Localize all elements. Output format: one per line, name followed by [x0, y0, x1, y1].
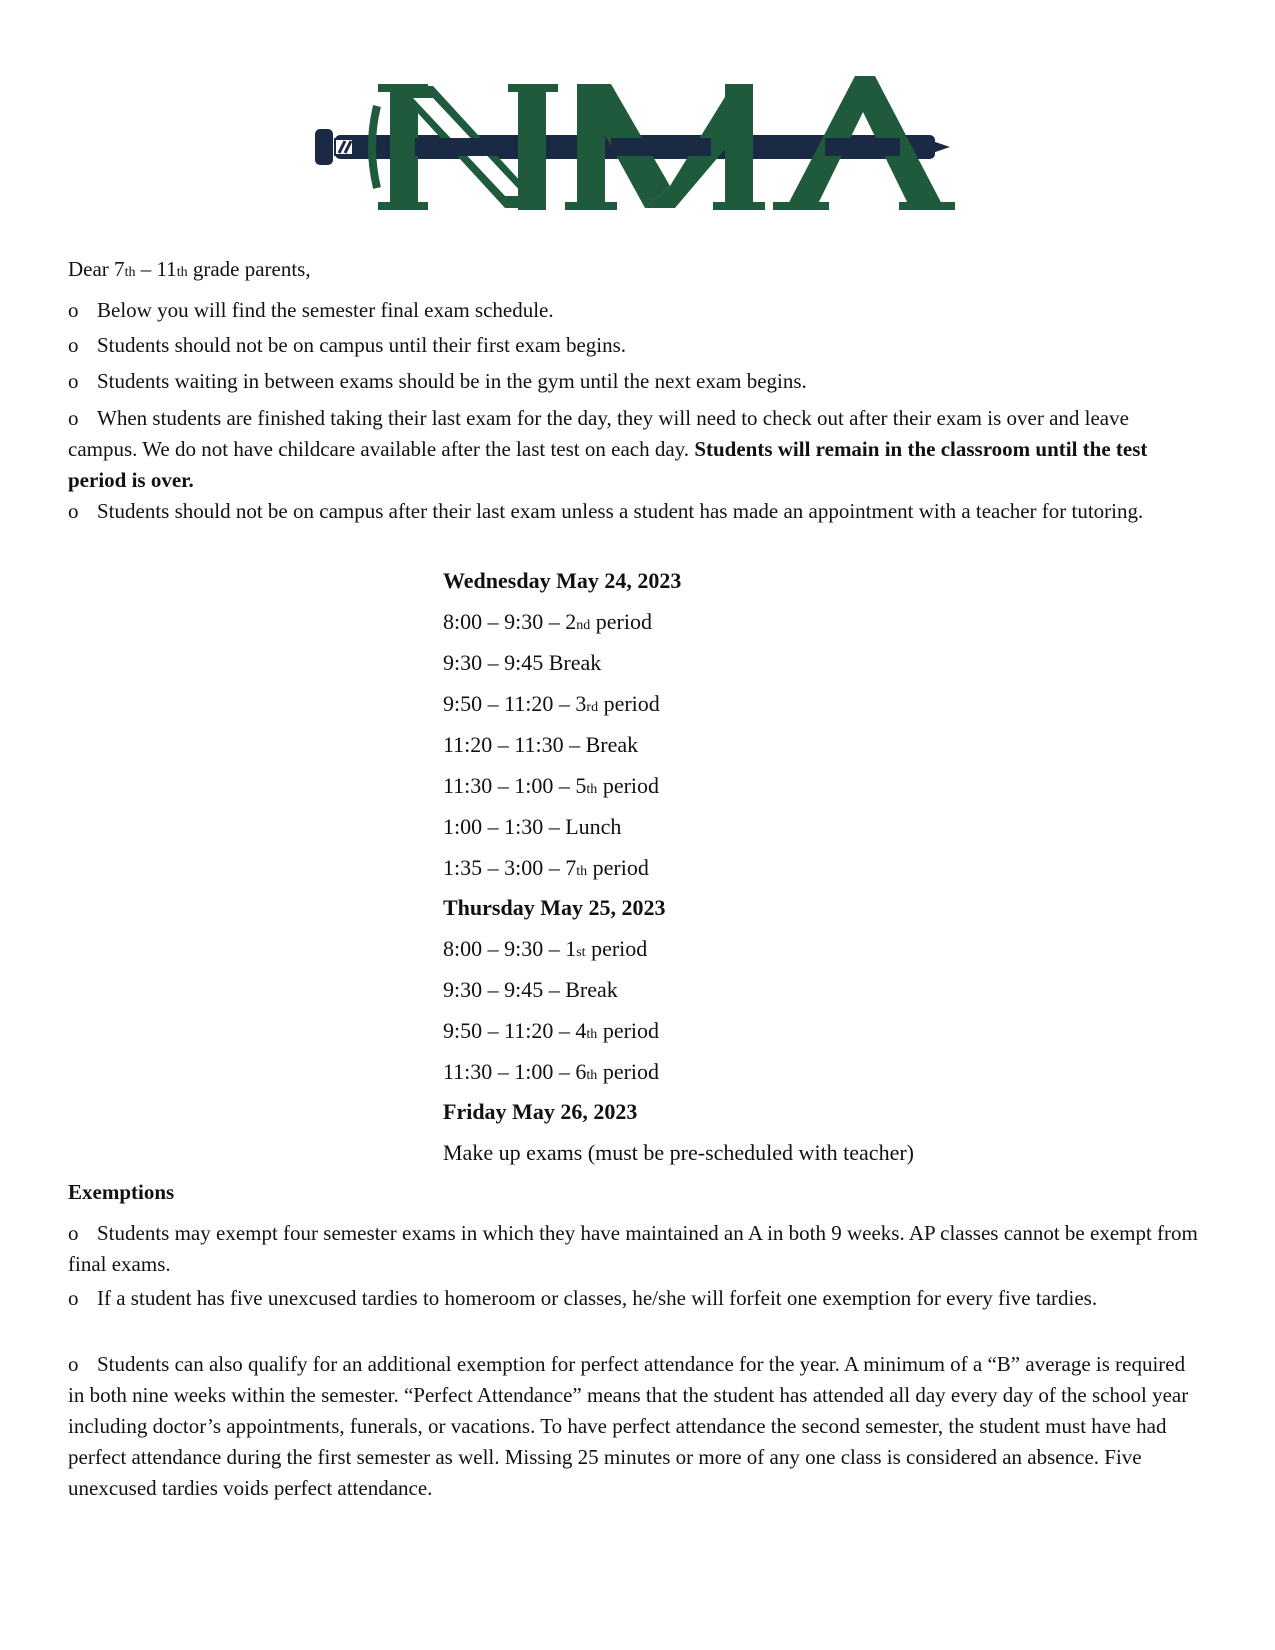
bullet-text: Students may exempt four semester exams in which they have maintained an A in both 9 weeks. AP classes cannot be exempt from final exams.	[68, 1221, 1198, 1276]
bullet-text: Below you will find the semester final exam schedule.	[97, 298, 554, 322]
row-sup: th	[576, 864, 588, 879]
bullet-mark: o	[68, 406, 79, 430]
bullet-mark: o	[68, 1286, 79, 1310]
row-sup: nd	[576, 618, 591, 633]
row-after: period	[585, 936, 648, 961]
exemption-bullet	[68, 1349, 1203, 1504]
bullet-text: Students should not be on campus until their first exam begins.	[97, 333, 627, 357]
schedule-friday-note: Make up exams (must be pre-scheduled with teacher)	[443, 1140, 914, 1165]
bullet-mark: o	[68, 1352, 79, 1376]
row-after: period	[597, 773, 660, 798]
row-text: 1:35 – 3:00 – 7	[443, 855, 577, 880]
row-text: 8:00 – 9:30 – 1	[443, 936, 577, 961]
row-after: period	[598, 691, 660, 716]
greeting	[68, 254, 1203, 288]
row-text: 8:00 – 9:30 – 2	[443, 609, 577, 634]
bullet-text: When students are finished taking their last exam for the day, they will need to check out after their exam is over and leave campus. We do not have childcare available after the last test on each day.	[68, 406, 1129, 461]
row-sup: st	[576, 945, 586, 960]
schedule-row	[443, 1057, 659, 1091]
bullet-text: Students should not be on campus after their last exam unless a student has made an appointment with a teacher for tutoring.	[97, 499, 1144, 523]
schedule-row	[443, 853, 649, 887]
schedule-friday-heading: Friday May 26, 2023	[443, 1099, 638, 1124]
bullet-mark: o	[68, 369, 79, 393]
schedule-row	[443, 812, 621, 846]
row-after: period	[590, 609, 652, 634]
bullet-text: Students can also qualify for an additional exemption for perfect attendance for the year. A minimum of a “B” average is required in both nine weeks within the semester. “Perfect Attendance” means that the student has attended all day every day of the school year including doctor’s appointments, funerals, or vacations. To have perfect attendance the second semester, the student must have had perfect attendance during the first semester as well. Missing 25 minutes or more of any one class is considered an absence. Five unexcused tardies voids perfect attendance.	[68, 1352, 1189, 1500]
schedule-row	[443, 689, 660, 723]
exemption-bullet	[68, 1283, 1203, 1314]
bullet-exam-schedule	[68, 295, 1203, 326]
schedule-row	[443, 1016, 659, 1050]
bullet-checkout	[68, 403, 1203, 496]
schedule-row	[443, 648, 601, 682]
schedule-row	[443, 771, 659, 805]
greeting-middle: – 11	[135, 257, 177, 281]
nma-sword-logo	[315, 76, 985, 226]
bullet-mark: o	[68, 298, 79, 322]
bullet-text: Students waiting in between exams should be in the gym until the next exam begins.	[97, 369, 807, 393]
row-after: period	[597, 1059, 660, 1084]
row-sup: th	[586, 1068, 598, 1083]
row-after: period	[597, 1018, 660, 1043]
greeting-prefix: Dear 7	[68, 257, 125, 281]
row-text: 11:20 – 11:30 – Break	[443, 732, 639, 757]
schedule-thursday-heading: Thursday May 25, 2023	[443, 895, 666, 920]
row-text: 1:00 – 1:30 – Lunch	[443, 814, 622, 839]
greeting-sup-2: th	[176, 265, 188, 280]
row-text: 9:50 – 11:20 – 4	[443, 1018, 587, 1043]
row-text: 9:30 – 9:45 – Break	[443, 977, 618, 1002]
greeting-sup-1: th	[124, 265, 136, 280]
bullet-mark: o	[68, 499, 79, 523]
bullet-after-last-exam	[68, 496, 1203, 527]
bullet-text: If a student has five unexcused tardies to homeroom or classes, he/she will forfeit one exemption for every five tardies.	[97, 1286, 1098, 1310]
schedule-wednesday-heading: Wednesday May 24, 2023	[443, 568, 682, 593]
bullet-mark: o	[68, 1221, 79, 1245]
row-sup: th	[586, 1027, 598, 1042]
row-after: period	[587, 855, 649, 880]
greeting-suffix: grade parents,	[187, 257, 311, 281]
exemption-bullet	[68, 1218, 1203, 1280]
bullet-gym-waiting	[68, 366, 1203, 397]
row-text: 9:50 – 11:20 – 3	[443, 691, 587, 716]
exemptions-heading: Exemptions	[68, 1180, 175, 1204]
row-sup: th	[586, 782, 598, 797]
bullet-mark: o	[68, 333, 79, 357]
schedule-row	[443, 730, 638, 764]
schedule-row	[443, 975, 618, 1009]
row-text: 9:30 – 9:45 Break	[443, 650, 602, 675]
row-sup: rd	[586, 700, 599, 715]
schedule-row	[443, 934, 647, 968]
bullet-bold-text: Students will remain in the classroom until the test period is over.	[68, 437, 1148, 492]
bullet-campus-arrival	[68, 330, 1203, 361]
row-text: 11:30 – 1:00 – 5	[443, 773, 587, 798]
row-text: 11:30 – 1:00 – 6	[443, 1059, 587, 1084]
schedule-row	[443, 607, 652, 641]
